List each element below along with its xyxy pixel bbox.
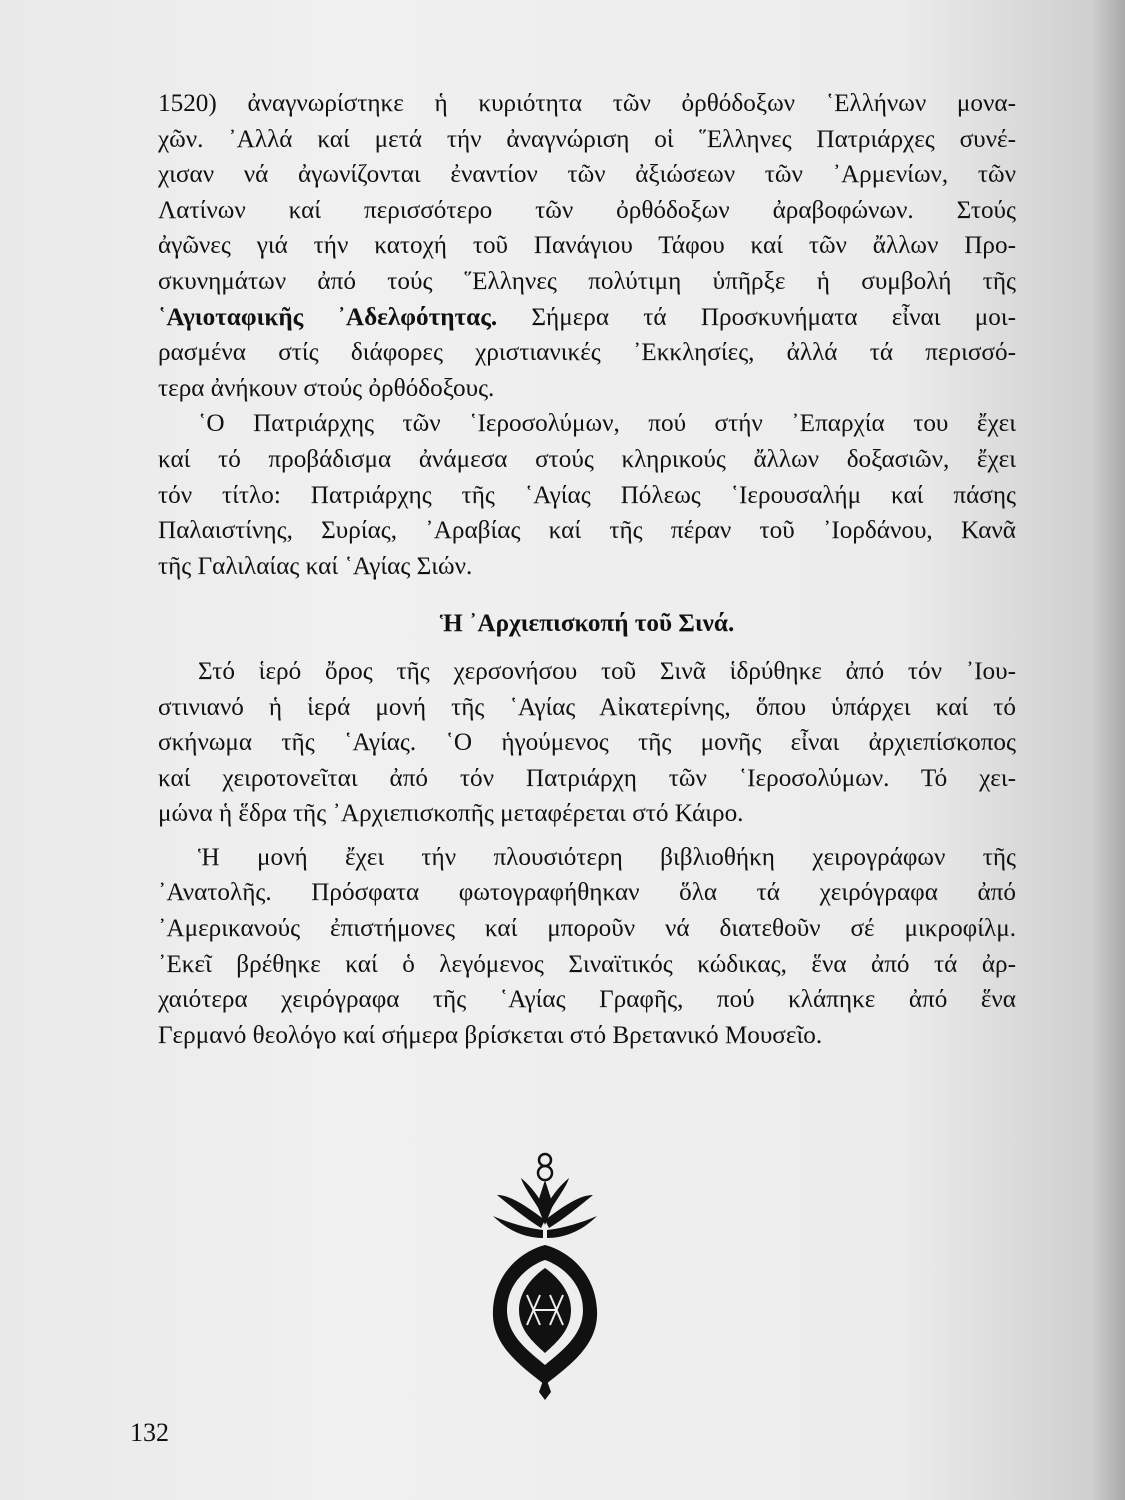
paragraph-4	[158, 840, 1016, 1054]
text-fragment: Σήμερα τά Προσκυνήματα εἶναι μοι-	[497, 303, 1016, 331]
text-line: σκήνωμα τῆς ῾Αγίας. ῾Ο ἡγούμενος τῆς μονῆς εἶναι ἀρχιεπίσκοπος	[158, 729, 1016, 757]
text-line: Γερμανό θεολόγο καί σήμερα βρίσκεται στό Βρετανικό Μουσεῖο.	[158, 1021, 823, 1049]
body-text	[158, 86, 1016, 1053]
text-line: 1520) ἀναγνωρίστηκε ἡ κυριότητα τῶν ὀρθόδοξων ῾Ελλήνων μονα-	[158, 90, 1016, 117]
text-line: καί χειροτονεῖται ἀπό τόν Πατριάρχη τῶν ῾Ιεροσολύμων. Τό χει-	[158, 764, 1016, 792]
text-line	[158, 300, 1016, 336]
text-line: ᾿Εκεῖ βρέθηκε καί ὁ λεγόμενος Σιναϊτικός κώδικας, ἕνα ἀπό τά ἀρ-	[158, 950, 1016, 978]
paragraph-1	[158, 86, 1016, 406]
text-line: στινιανό ἡ ἱερά μονή τῆς ῾Αγίας Αἰκατερίνης, ὅπου ὑπάρχει καί τό	[158, 693, 1016, 721]
paragraph-2	[158, 406, 1016, 584]
section-heading: Ἡ ᾿Αρχιεπισκοπή τοῦ Σινά.	[439, 610, 735, 638]
text-line: Λατίνων καί περισσότερο τῶν ὀρθόδοξων ἀραβοφώνων. Στούς	[158, 196, 1016, 224]
text-line: χισαν νά ἀγωνίζονται ἐναντίον τῶν ἀξιώσεων τῶν ᾿Αρμενίων, τῶν	[158, 161, 1016, 189]
text-line: μώνα ἡ ἕδρα τῆς ᾿Αρχιεπισκοπῆς μεταφέρεται στό Κάιρο.	[158, 800, 744, 828]
text-line: ᾿Αμερικανούς ἐπιστήμονες καί μποροῦν νά διατεθοῦν σέ μικροφίλμ.	[158, 915, 1016, 943]
text-line: Ἡ μονή ἔχει τήν πλουσιότερη βιβλιοθήκη χειρογράφων τῆς	[198, 843, 1016, 871]
text-line: ρασμένα στίς διάφορες χριστιανικές ᾿Εκκλησίες, ἀλλά τά περισσό-	[158, 339, 1016, 367]
text-line: τῆς Γαλιλαίας καί ῾Αγίας Σιών.	[158, 552, 473, 580]
text-line: καί τό προβάδισμα ἀνάμεσα στούς κληρικούς ἄλλων δοξασιῶν, ἔχει	[158, 445, 1016, 473]
text-line: ῾Ο Πατριάρχης τῶν ῾Ιεροσολύμων, πού στήν ᾿Επαρχία του ἔχει	[198, 410, 1016, 438]
floral-ornament-icon	[485, 1150, 605, 1400]
text-line: τόν τίτλο: Πατριάρχης τῆς ῾Αγίας Πόλεως ῾Ιερουσαλήμ καί πάσης	[158, 481, 1016, 509]
text-line: χαιότερα χειρόγραφα τῆς ῾Αγίας Γραφῆς, πού κλάπηκε ἀπό ἕνα	[158, 986, 1016, 1014]
bold-phrase: ῾Αγιοταφικῆς ᾿Αδελφότητας.	[158, 303, 498, 331]
paragraph-3	[158, 654, 1016, 832]
page-number: 132	[130, 1418, 169, 1447]
text-line: χῶν. ᾿Αλλά καί μετά τήν ἀναγνώριση οἱ ῞Ελληνες Πατριάρχες συνέ-	[158, 125, 1016, 153]
text-line: Παλαιστίνης, Συρίας, ᾿Αραβίας καί τῆς πέραν τοῦ ᾿Ιορδάνου, Κανᾶ	[158, 517, 1016, 545]
text-line: τερα ἀνήκουν στούς ὀρθόδοξους.	[158, 374, 495, 402]
text-line: ἀγῶνες γιά τήν κατοχή τοῦ Πανάγιου Τάφου καί τῶν ἄλλων Προ-	[158, 232, 1016, 260]
text-line: Στό ἱερό ὄρος τῆς χερσονήσου τοῦ Σινᾶ ἱδρύθηκε ἀπό τόν ᾿Ιου-	[198, 657, 1016, 685]
text-line: ᾿Ανατολῆς. Πρόσφατα φωτογραφήθηκαν ὅλα τά χειρόγραφα ἀπό	[158, 879, 1016, 907]
text-line: σκυνημάτων ἀπό τούς ῞Ελληνες πολύτιμη ὑπῆρξε ἡ συμβολή τῆς	[158, 267, 1016, 295]
